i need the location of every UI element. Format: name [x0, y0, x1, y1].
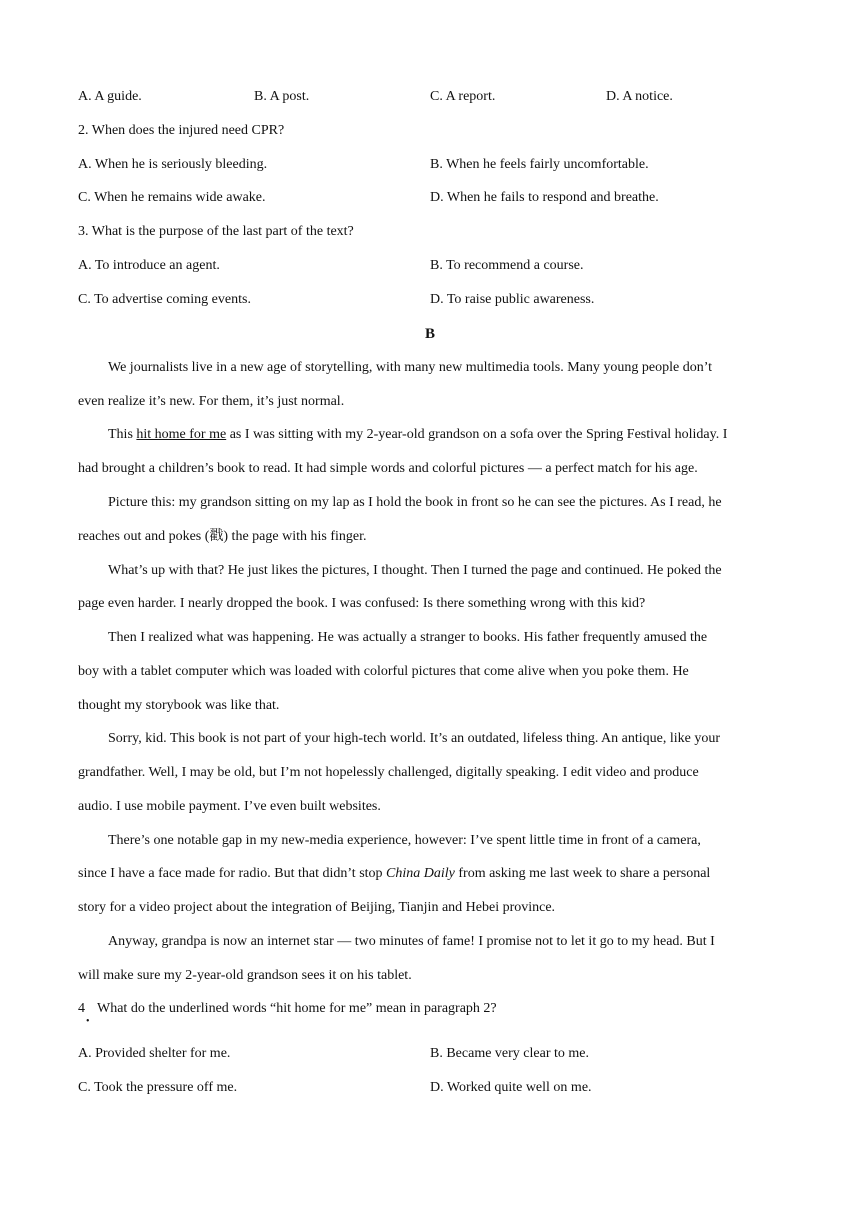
- italic-title: China Daily: [386, 866, 455, 881]
- q4-option-c: C. Took the pressure off me.: [78, 1080, 238, 1095]
- q3-question: 3. What is the purpose of the last part of the text?: [78, 224, 354, 239]
- q1-option-b: B. A post.: [254, 89, 310, 104]
- q3-option-d: D. To raise public awareness.: [430, 292, 595, 307]
- q4-number: 4: [78, 1001, 85, 1016]
- passage-text: This: [108, 427, 137, 442]
- q2-options-row2: [78, 188, 798, 208]
- number-dot: •: [86, 1016, 90, 1027]
- passage-text: since I have a face made for radio. But that didn’t stop: [78, 866, 387, 881]
- passage-line: We journalists live in a new age of storytelling, with many new multimedia tools. Many young people don’t: [108, 360, 713, 375]
- passage-line: grandfather. Well, I may be old, but I’m not hopelessly challenged, digitally speaking. I edit video and produce: [78, 765, 699, 780]
- q2-option-b: B. When he feels fairly uncomfortable.: [430, 157, 649, 172]
- q1-option-a: A. A guide.: [78, 89, 142, 104]
- passage-text: from asking me last week to share a personal: [454, 866, 711, 881]
- passage-line: What’s up with that? He just likes the pictures, I thought. Then I turned the page and continued. He poked the: [108, 563, 722, 578]
- q4-options-row1: [78, 1044, 798, 1064]
- q3-option-b: B. To recommend a course.: [430, 258, 584, 273]
- q2-question: 2. When does the injured need CPR?: [78, 123, 285, 138]
- q1-options: [78, 87, 798, 107]
- underlined-phrase: hit home for me: [136, 427, 227, 442]
- passage-line: even realize it’s new. For them, it’s just normal.: [78, 394, 345, 409]
- passage-line: reaches out and pokes (戳) the page with his finger.: [78, 529, 367, 544]
- passage-line: Picture this: my grandson sitting on my lap as I hold the book in front so he can see the pictures. As I read, he: [108, 495, 722, 510]
- passage-line: boy with a tablet computer which was loaded with colorful pictures that come alive when you poke them. He: [78, 664, 689, 679]
- passage-line: [78, 425, 782, 445]
- q4-question: What do the underlined words “hit home for me” mean in paragraph 2?: [97, 1001, 497, 1016]
- q3-option-a: A. To introduce an agent.: [78, 258, 220, 273]
- q4-option-b: B. Became very clear to me.: [430, 1046, 589, 1061]
- passage-line: Anyway, grandpa is now an internet star — two minutes of fame! I promise not to let it go to my head. But I: [108, 934, 715, 949]
- passage-line: [78, 864, 782, 884]
- passage-line: There’s one notable gap in my new-media experience, however: I’ve spent little time in front of a camera,: [108, 833, 701, 848]
- passage-line: thought my storybook was like that.: [78, 698, 280, 713]
- q3-option-c: C. To advertise coming events.: [78, 292, 251, 307]
- q2-option-c: C. When he remains wide awake.: [78, 190, 266, 205]
- q1-option-d: D. A notice.: [606, 89, 673, 104]
- q4-option-d: D. Worked quite well on me.: [430, 1080, 592, 1095]
- passage-line: story for a video project about the integration of Beijing, Tianjin and Hebei province.: [78, 900, 556, 915]
- q2-option-a: A. When he is seriously bleeding.: [78, 157, 268, 172]
- section-title: B: [424, 326, 435, 342]
- passage-line: Sorry, kid. This book is not part of your high-tech world. It’s an outdated, lifeless thing. An antique, like your: [108, 731, 721, 746]
- q4-question-line: [78, 999, 782, 1019]
- passage-line: audio. I use mobile payment. I’ve even built websites.: [78, 799, 381, 814]
- q3-options-row1: [78, 256, 798, 276]
- passage-line: Then I realized what was happening. He was actually a stranger to books. His father frequently amused the: [108, 630, 708, 645]
- passage-line: will make sure my 2-year-old grandson sees it on his tablet.: [78, 968, 412, 983]
- q3-options-row2: [78, 290, 798, 310]
- passage-line: page even harder. I nearly dropped the book. I was confused: Is there something wrong with this kid?: [78, 596, 646, 611]
- passage-text: as I was sitting with my 2-year-old grandson on a sofa over the Spring Festival holiday. I: [226, 427, 728, 442]
- q4-options-row2: [78, 1078, 798, 1098]
- q1-option-c: C. A report.: [430, 89, 496, 104]
- q2-option-d: D. When he fails to respond and breathe.: [430, 190, 659, 205]
- q2-options-row1: [78, 155, 798, 175]
- passage-line: had brought a children’s book to read. It had simple words and colorful pictures — a perfect match for his age.: [78, 461, 698, 476]
- q4-option-a: A. Provided shelter for me.: [78, 1046, 231, 1061]
